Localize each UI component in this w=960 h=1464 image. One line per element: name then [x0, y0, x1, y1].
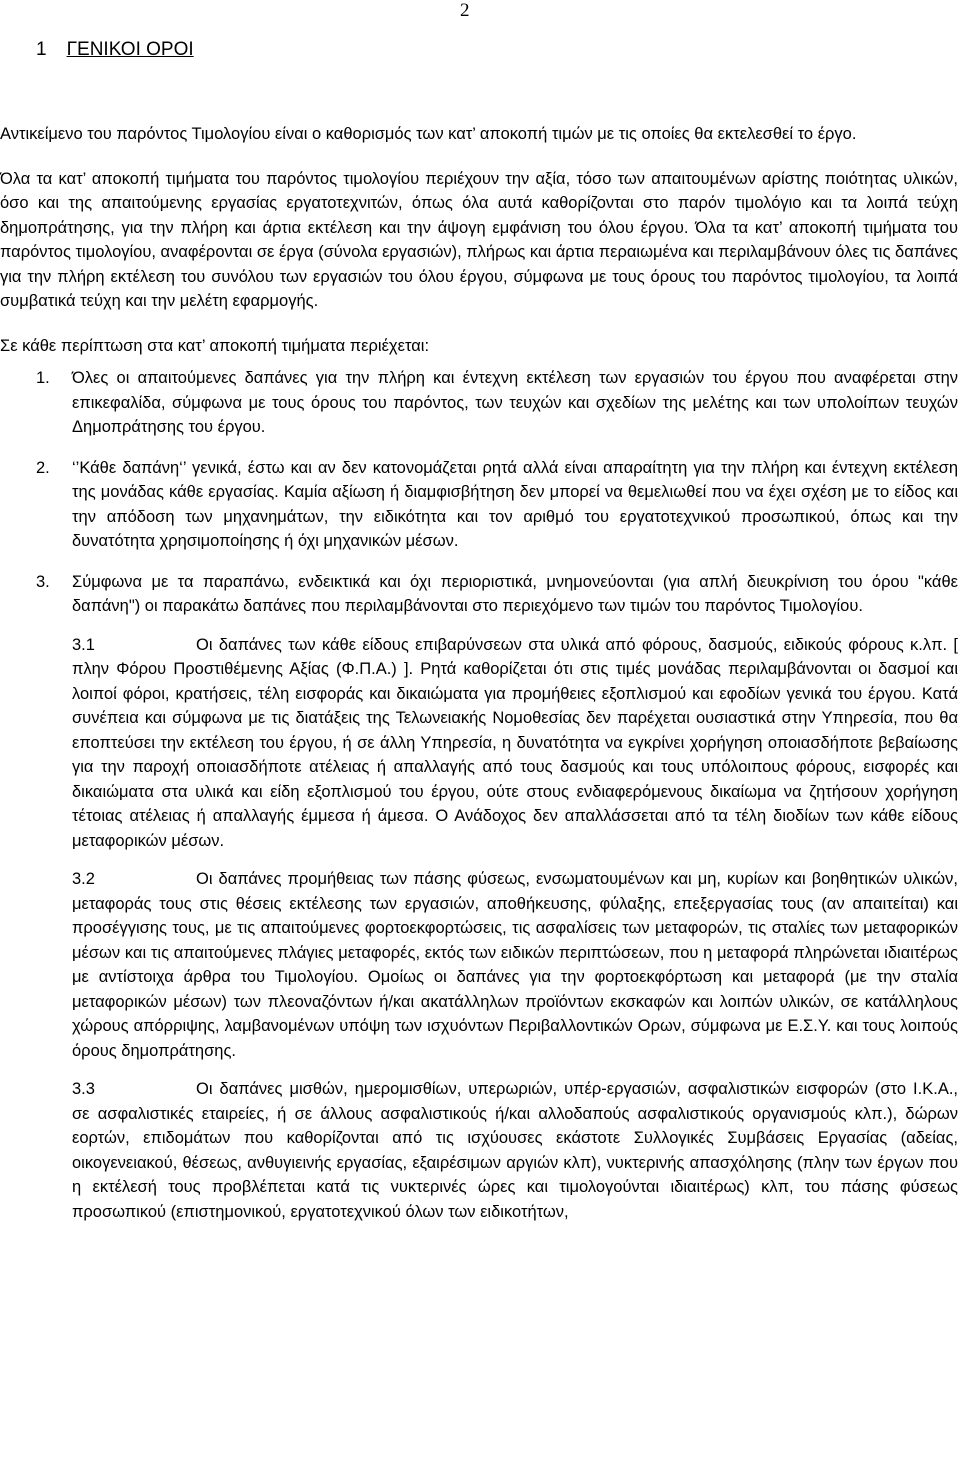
lead-paragraph: Σε κάθε περίπτωση στα κατ’ αποκοπή τιμήματα περιέχεται:: [0, 336, 430, 355]
section-title: ΓΕΝΙΚΟΙ ΟΡΟΙ: [66, 39, 194, 60]
list-item-2: [0, 456, 958, 554]
intro-paragraph: Αντικείμενο του παρόντος Τιμολογίου είναι ο καθορισμός των κατ’ αποκοπή τιμών με τις οποίες θα εκτελεσθεί το έργο.: [0, 125, 857, 143]
list-number: 3.: [36, 572, 50, 591]
sub-item-text: Οι δαπάνες προμήθειας των πάσης φύσεως, ενσωματουμένων και μη, κυρίων και βοηθητικών υλικών, μεταφοράς τους στις θέσεις εκτέλεσης των εργασιών, αποθήκευσης, φύλαξης, επεξεργασίας τους (αν απαιτείται) και προσέγγισης τους, με τις απαιτούμενες φορτοεκφορτώσεις, τις ασφαλίσεις των μεταφορών, τις σταλίες των μεταφορικών μέσων και τις απαιτούμενες πλάγιες μεταφορές, εκτός των ειδικών περιπτώσεων, που η μεταφορά πληρώνεται ιδιαιτέρως με αντίστοιχα άρθρα του Τιμολογίου. Ομοίως οι δαπάνες για την φορτοεκφόρτωση και μεταφορά (με την σταλία μεταφορικών μέσων) των πλεοναζόντων ή/και ακατάλληλων προϊόντων εκσκαφών και λοιπών υλικών, σε κατάλληλους χώρους απόρριψης, λαμβανομένων υπόψη των ισχυόντων Περιβαλλοντικών Ορων, σύμφωνα με Ε.Σ.Υ. και τους λοιπούς όρους δημοπράτησης.: [72, 870, 958, 1060]
main-paragraph: Όλα τα κατ’ αποκοπή τιμήματα του παρόντος τιμολογίου περιέχουν την αξία, τόσο των απαιτουμένων αρίστης ποιότητας υλικών, όσο και της απαιτούμενης εργασίας εργατοτεχνιτών, όπως όλα αυτά καθορίζονται στο παρόν τιμολόγιο και τα λοιπά τεύχη δημοπράτησης, για την πλήρη και άρτια εκτέλεση και την άψογη εμφάνιση του όλου έργου. Όλα τα κατ’ αποκοπή τιμήματα του παρόντος τιμολογίου, αναφέρονται σε έργα (σύνολα εργασιών), πλήρως και άρτια περαιωμένα και περιλαμβάνουν όλες τις δαπάνες για την πλήρη εκτέλεση του συνόλου των εργασιών του όλου έργου, σύμφωνα με τους όρους του παρόντος τιμολογίου, τα λοιπά συμβατικά τεύχη και την μελέτη εφαρμογής.: [0, 169, 958, 310]
sub-item-text: Οι δαπάνες των κάθε είδους επιβαρύνσεων στα υλικά από φόρους, δασμούς, ειδικούς φόρους κ.λπ. [ πλην Φόρου Προστιθέμενης Αξίας (Φ.Π.Α.) ]. Ρητά καθορίζεται ότι στις τιμές μονάδας περιλαμβάνονται οι δασμοί και λοιποί φόροι, κρατήσεις, τέλη εισφοράς και δικαιώματα για προμήθειες εξοπλισμού και εφοδίων γενικά του έργου. Κατά συνέπεια και σύμφωνα με τις διατάξεις της Τελωνειακής Νομοθεσίας δεν παρέχεται ουσιαστικά στην Υπηρεσία, που θα εποπτεύσει την εκτέλεση του έργου, ή σε άλλη Υπηρεσία, η δυνατότητα να εγκρίνει χορήγηση οποιασδήποτε βεβαίωσης για την παροχή οποιασδήποτε ατέλειας ή απαλλαγής από τους δασμούς και τους υπόλοιπους φόρους, εισφορές και δικαιώματα στα υλικά και είδη εξοπλισμού του έργου, ούτε στους ενδιαφερόμενους δικαίωμα να ζητήσουν χορήγηση τέτοιας ατέλειας ή απαλλαγής έμμεσα ή άμεσα. Ο Ανάδοχος δεν απαλλάσσεται από τα τέλη διοδίων των κάθε είδους μεταφορικών μέσων.: [72, 635, 958, 850]
page-number: 2: [460, 0, 470, 21]
list-number: 2.: [36, 458, 50, 477]
section-heading: [36, 36, 958, 64]
sub-item-text: Οι δαπάνες μισθών, ημερομισθίων, υπερωριών, υπέρ-εργασιών, ασφαλιστικών εισφορών (στο Ι.Κ.Α., σε ασφαλιστικές εταιρείες, ή σε άλλους ασφαλιστικούς ή/και αλλοδαπούς ασφαλιστικούς οργανισμούς κλπ.), δώρων εορτών, επιδομάτων που καθορίζονται από τις ισχύουσες εκάστοτε Συλλογικές Συμβάσεις Εργασίας (αδείας, οικογενειακού, θέσεως, ανθυγιεινής εργασίας, εξαιρέσιμων αργιών κλπ), νυκτερινής απασχόλησης (πλην των έργων που η εκτέλεσή τους προβλέπεται κατά τις νυκτερινές ώρες και τιμολογούνται ιδιαιτέρως) κλπ, του πάσης φύσεως προσωπικού (επιστημονικού, εργατοτεχνικού όλων των ειδικοτήτων,: [72, 1080, 958, 1221]
document-body: [0, 36, 958, 1224]
list-item-1: [0, 366, 958, 440]
list-text: ‘’Κάθε δαπάνη‘’ γενικά, έστω και αν δεν κατονομάζεται ρητά αλλά είναι απαραίτητη για την πλήρη και έντεχνη εκτέλεση της μονάδας κάθε εργασίας. Καμία αξίωση ή διαμφισβήτηση δεν μπορεί να θεμελιωθεί που να έχει σχέση με το είδος και την απόδοση των μηχανημάτων, την ειδικότητα και τον αριθμό του εργατοτεχνικού προσωπικού, όπως και την δυνατότητα χρησιμοποίησης ή όχι μηχανικών μέσων.: [72, 458, 958, 550]
list-text: Σύμφωνα με τα παραπάνω, ενδεικτικά και όχι περιοριστικά, μνημονεύονται (για απλή διευκρίνιση του όρου "κάθε δαπάνη") οι παρακάτω δαπάνες που περιλαμβάνονται στο περιεχόμενο των τιμών του παρόντος Τιμολογίου.: [72, 572, 958, 615]
sub-item-number: 3.1: [72, 635, 95, 654]
list-number: 1.: [36, 369, 50, 387]
list-item-3: [0, 570, 958, 619]
sub-item-3-2: [72, 867, 958, 1063]
sub-item-3-1: [72, 633, 958, 854]
sub-item-number: 3.2: [72, 870, 95, 888]
section-number: 1: [36, 39, 47, 60]
list-text: Όλες οι απαιτούμενες δαπάνες για την πλήρη και έντεχνη εκτέλεση των εργασιών του έργου που αναφέρεται στην επικεφαλίδα, σύμφωνα με τους όρους του παρόντος, των τευχών και σχεδίων της μελέτης και των υπολοίπων τευχών Δημοπράτησης του έργου.: [72, 369, 958, 436]
sub-item-number: 3.3: [72, 1080, 95, 1098]
sub-item-3-3: [72, 1077, 958, 1224]
